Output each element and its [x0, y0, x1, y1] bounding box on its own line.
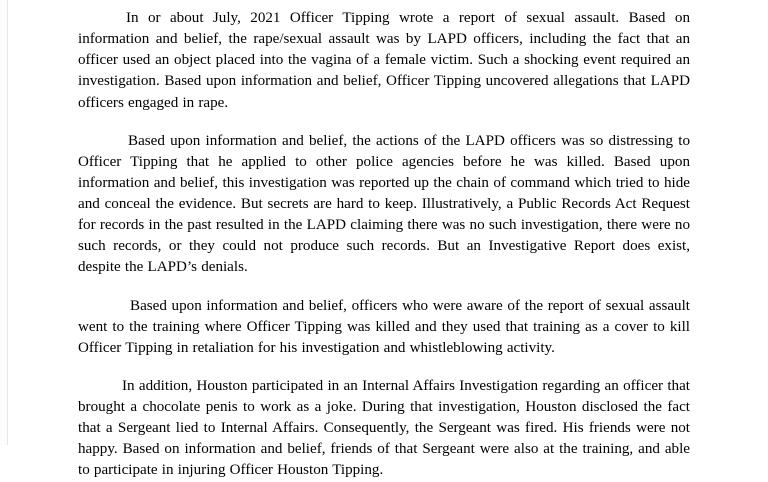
- document-body: [78, 8, 690, 482]
- page-left-margin-rule: [0, 0, 8, 445]
- paragraph: In or about July, 2021 Officer Tipping wrote a report of sexual assault. Based on information and belief, the rape/sexual assault was by LAPD officers, including the fact that an officer used an object placed into the vagina of a female victim. Such a shocking event required an investigation. Based upon information and belief, Officer Tipping uncovered allegations that LAPD officers engaged in rape.: [78, 10, 690, 111]
- paragraph: Based upon information and belief, the actions of the LAPD officers was so distressing to Officer Tipping that he applied to other police agencies before he was killed. Based upon information and belief, this investigation was reported up the chain of command which tried to hide and conceal the evidence. But secrets are hard to keep. Illustratively, a Public Records Act Request for records in the past resulted in the LAPD claiming there was no such investigation, there were no such records, or they could not produce such records. But an Investigative Report does exist, despite the LAPD’s denials.: [78, 132, 690, 276]
- paragraph: In addition, Houston participated in an Internal Affairs Investigation regarding an officer that brought a chocolate penis to work as a joke. During that investigation, Houston disclosed the fact that a Sergeant lied to Internal Affairs. Consequently, the Sergeant was fired. His friends were not happy. Based on information and belief, friends of that Sergeant were also at the training, and able to participate in injuring Officer Houston Tipping.: [78, 377, 690, 479]
- paragraph: Based upon information and belief, officers who were aware of the report of sexual assault went to the training where Officer Tipping was killed and they used that training as a cover to kill Officer Tipping in retaliation for his investigation and whistleblowing activity.: [78, 297, 690, 356]
